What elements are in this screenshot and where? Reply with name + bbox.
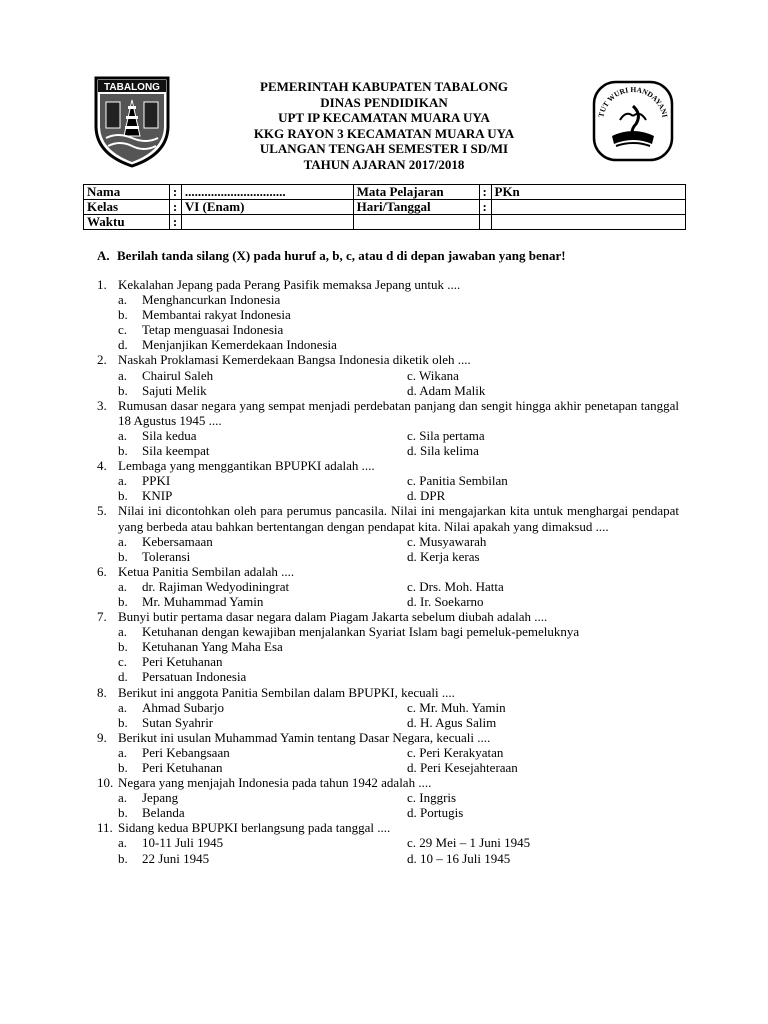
question-item	[97, 685, 679, 730]
option-c: c. Mr. Muh. Yamin	[407, 699, 506, 715]
option-letter: a.	[118, 744, 128, 760]
option-letter: b.	[118, 760, 128, 775]
question-item	[97, 503, 679, 563]
option-letter: a.	[118, 367, 128, 383]
option-b: Sutan Syahrir	[142, 714, 214, 730]
question-item	[97, 820, 679, 865]
option-b: Membantai rakyat Indonesia	[142, 307, 291, 323]
question-item	[97, 730, 679, 775]
option-letter: c.	[118, 322, 128, 338]
question-item	[97, 775, 679, 820]
option-letter: b.	[118, 548, 128, 564]
question-text: Berikut ini usulan Muhammad Yamin tentang Dasar Negara, kecuali ....	[118, 729, 491, 745]
empty-cell	[479, 215, 491, 230]
option-letter: a.	[118, 790, 128, 806]
empty-cell	[491, 215, 686, 230]
question-item	[97, 564, 679, 609]
option-c: c. Sila pertama	[407, 427, 485, 443]
colon: :	[169, 200, 181, 215]
header-line-kkg: KKG RAYON 3 KECAMATAN MUARA UYA	[253, 125, 515, 141]
header-line-department: DINAS PENDIDIKAN	[320, 94, 448, 110]
option-d: d. Peri Kesejahteraan	[407, 760, 518, 775]
option-letter: a.	[118, 427, 128, 443]
option-letter: b.	[118, 382, 128, 398]
kelas-value: VI (Enam)	[181, 200, 353, 215]
option-a: dr. Rajiman Wedyodiningrat	[142, 578, 290, 594]
left-logo-text: TABALONG	[104, 82, 160, 93]
option-d: d. DPR	[407, 488, 446, 504]
option-a: 10-11 Juli 1945	[142, 835, 224, 851]
option-letter: b.	[118, 639, 128, 655]
option-d: d. Ir. Soekarno	[407, 593, 484, 609]
option-c: c. 29 Mei – 1 Juni 1945	[407, 835, 531, 851]
option-b: KNIP	[142, 488, 173, 504]
option-c: c. Panitia Sembilan	[407, 473, 508, 489]
colon: :	[479, 200, 491, 215]
option-letter: c.	[118, 654, 128, 670]
option-b: Peri Ketuhanan	[142, 760, 223, 775]
option-a: Ahmad Subarjo	[142, 699, 224, 715]
option-b: Mr. Muhammad Yamin	[142, 593, 264, 609]
option-c: c. Peri Kerakyatan	[407, 744, 504, 760]
option-d: d. Portugis	[407, 805, 464, 821]
header-line-exam-title: ULANGAN TENGAH SEMESTER I SD/MI	[259, 141, 509, 157]
option-a: Jepang	[142, 790, 179, 806]
question-text: Nilai ini dicontohkan oleh para perumus pancasila. Nilai ini mengajarkan kita untuk menghargai pendapat yang berbeda atau bahkan bertentangan dengan pendapat kita. Nilai apakah yang dimaksud ....	[118, 503, 679, 534]
question-text: Negara yang menjajah Indonesia pada tahun 1942 adalah ....	[118, 775, 432, 791]
header-line-upt: UPT IP KECAMATAN MUARA UYA	[278, 110, 490, 126]
header-line-government: PEMERINTAH KABUPATEN TABALONG	[260, 79, 508, 94]
option-letter: b.	[118, 714, 128, 730]
option-c: c. Inggris	[407, 790, 457, 806]
option-letter: b.	[118, 488, 128, 504]
question-number: 4.	[97, 458, 107, 474]
info-row-kelas	[84, 200, 686, 215]
option-letter: a.	[118, 624, 128, 640]
tut-wuri-handayani-logo	[590, 80, 676, 164]
option-a: Sila kedua	[142, 427, 197, 443]
question-number: 9.	[97, 729, 107, 745]
option-letter: a.	[118, 292, 128, 308]
hari-label: Hari/Tanggal	[353, 200, 479, 215]
colon: :	[169, 215, 181, 230]
option-d: d. Kerja keras	[407, 548, 480, 564]
option-d: d. Sila kelima	[407, 443, 479, 459]
question-number: 3.	[97, 397, 107, 413]
option-letter: d.	[118, 669, 128, 685]
option-b: Sajuti Melik	[142, 382, 207, 398]
option-letter: b.	[118, 805, 128, 821]
section-letter: A.	[97, 248, 110, 263]
option-a: Menghancurkan Indonesia	[142, 292, 281, 308]
exam-header	[180, 79, 588, 173]
option-letter: a.	[118, 533, 128, 549]
question-text: Naskah Proklamasi Kemerdekaan Bangsa Indonesia diketik oleh ....	[118, 352, 471, 368]
question-text: Rumusan dasar negara yang sempat menjadi perdebatan panjang dan sengit hingga akhir penetapan tanggal 18 Agustus 1945 ....	[118, 397, 679, 428]
option-c: c. Musyawarah	[407, 533, 487, 549]
option-letter: d.	[118, 337, 128, 353]
waktu-label: Waktu	[84, 215, 170, 230]
question-item	[97, 609, 679, 684]
waktu-value	[181, 215, 353, 230]
option-letter: b.	[118, 307, 128, 323]
question-number: 8.	[97, 684, 107, 700]
option-letter: b.	[118, 443, 128, 459]
option-d: Menjanjikan Kemerdekaan Indonesia	[142, 337, 337, 353]
question-item	[97, 458, 679, 503]
question-list	[97, 277, 679, 866]
question-text: Kekalahan Jepang pada Perang Pasifik memaksa Jepang untuk ....	[118, 277, 461, 292]
option-a: PPKI	[142, 473, 171, 489]
option-a: Ketuhanan dengan kewajiban menjalankan Syariat Islam bagi pemeluk-pemeluknya	[142, 624, 580, 640]
empty-cell	[353, 215, 479, 230]
colon: :	[479, 185, 491, 200]
question-number: 7.	[97, 609, 107, 625]
header-line-academic-year: TAHUN AJARAN 2017/2018	[303, 156, 465, 172]
right-logo-text: TUT WURI HANDAYANI	[596, 84, 670, 119]
option-letter: b.	[118, 593, 128, 609]
option-a: Chairul Saleh	[142, 367, 214, 383]
option-d: d. Adam Malik	[407, 382, 486, 398]
hari-value	[491, 200, 686, 215]
question-number: 10.	[97, 775, 114, 791]
option-c: Peri Ketuhanan	[142, 654, 223, 670]
kelas-label: Kelas	[84, 200, 170, 215]
option-letter: a.	[118, 578, 128, 594]
option-letter: a.	[118, 835, 128, 851]
info-row-waktu	[84, 215, 686, 230]
question-number: 6.	[97, 563, 107, 579]
option-b: Belanda	[142, 805, 185, 821]
question-number: 5.	[97, 503, 107, 519]
option-d: d. 10 – 16 Juli 1945	[407, 850, 511, 866]
option-a: Kebersamaan	[142, 533, 213, 549]
mapel-value: PKn	[491, 185, 686, 200]
question-text: Berikut ini anggota Panitia Sembilan dalam BPUPKI, kecuali ....	[118, 684, 455, 700]
info-row-nama	[84, 185, 686, 200]
question-text: Bunyi butir pertama dasar negara dalam Piagam Jakarta sebelum diubah adalah ....	[118, 609, 548, 625]
question-text: Sidang kedua BPUPKI berlangsung pada tanggal ....	[118, 820, 391, 836]
option-d: d. H. Agus Salim	[407, 714, 497, 730]
option-c: Tetap menguasai Indonesia	[142, 322, 284, 338]
student-info-table	[83, 184, 686, 230]
section-a-instruction	[97, 248, 687, 264]
option-c: c. Wikana	[407, 367, 459, 383]
nama-value: ...............................	[181, 185, 353, 200]
mapel-label: Mata Pelajaran	[353, 185, 479, 200]
colon: :	[169, 185, 181, 200]
option-b: Toleransi	[142, 548, 191, 564]
instruction-text: Berilah tanda silang (X) pada huruf a, b, c, atau d di depan jawaban yang benar!	[117, 248, 566, 263]
option-letter: a.	[118, 699, 128, 715]
option-a: Peri Kebangsaan	[142, 744, 230, 760]
option-letter: b.	[118, 850, 128, 866]
question-item	[97, 398, 679, 458]
option-d: Persatuan Indonesia	[142, 669, 247, 685]
question-item	[97, 277, 679, 352]
question-text: Lembaga yang menggantikan BPUPKI adalah ....	[118, 458, 375, 474]
question-number: 11.	[97, 820, 113, 836]
question-number: 2.	[97, 352, 107, 368]
option-b: Ketuhanan Yang Maha Esa	[142, 639, 283, 655]
nama-label: Nama	[84, 185, 170, 200]
option-letter: a.	[118, 473, 128, 489]
option-b: 22 Juni 1945	[142, 850, 210, 866]
option-c: c. Drs. Moh. Hatta	[407, 578, 504, 594]
question-number: 1.	[97, 277, 107, 292]
tabalong-logo	[92, 76, 172, 168]
question-item	[97, 352, 679, 397]
question-text: Ketua Panitia Sembilan adalah ....	[118, 563, 295, 579]
option-b: Sila keempat	[142, 443, 210, 459]
